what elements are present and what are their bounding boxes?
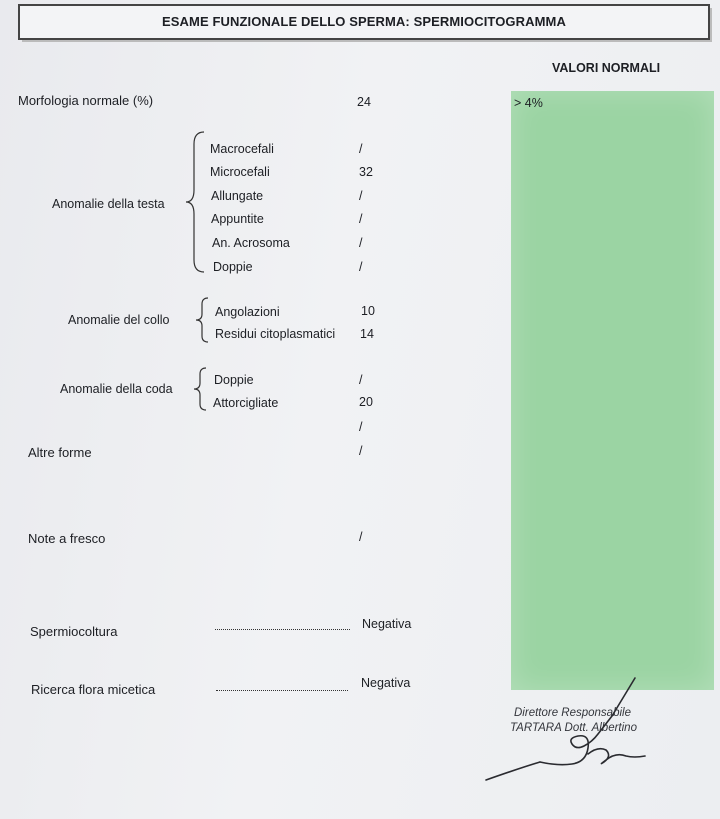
report-title-box	[18, 4, 710, 40]
spermiocoltura-label: Spermiocoltura	[30, 624, 118, 639]
testa-item-label: Doppie	[213, 260, 253, 274]
coda-item-value: 20	[359, 395, 373, 409]
morfologia-label: Morfologia normale (%)	[18, 93, 154, 108]
collo-item-value: 14	[360, 327, 374, 341]
morfologia-normal-value: > 4%	[514, 96, 543, 110]
report-title: ESAME FUNZIONALE DELLO SPERMA: SPERMIOCITOGRAMMA	[162, 14, 566, 29]
spermiocoltura-dots	[215, 629, 350, 630]
altre-forme-value: /	[359, 444, 363, 458]
spermiocoltura-value: Negativa	[362, 617, 412, 631]
note-fresco-value: /	[359, 530, 363, 544]
testa-item-value: /	[359, 189, 363, 203]
coda-item-value: /	[359, 373, 363, 387]
altre-forme-label: Altre forme	[28, 445, 92, 460]
testa-item-label: Allungate	[211, 189, 264, 203]
testa-item-value: /	[359, 236, 363, 250]
testa-item-value: 32	[359, 165, 373, 179]
note-fresco-label: Note a fresco	[28, 531, 106, 546]
flora-label: Ricerca flora micetica	[31, 682, 156, 697]
coda-item-label: Attorcigliate	[213, 396, 279, 410]
testa-item-value: /	[359, 260, 363, 274]
collo-item-label: Residui citoplasmatici	[215, 327, 336, 341]
testa-item-value: /	[359, 212, 363, 226]
coda-label: Anomalie della coda	[60, 382, 173, 396]
handwritten-signature	[480, 676, 650, 786]
testa-item-label: Microcefali	[210, 165, 270, 179]
flora-value: Negativa	[361, 676, 411, 690]
collo-item-label: Angolazioni	[215, 305, 280, 319]
testa-item-label: Macrocefali	[210, 142, 274, 156]
coda-item-label: Doppie	[214, 373, 254, 387]
collo-brace	[194, 296, 210, 346]
testa-item-value: /	[359, 142, 363, 156]
coda-brace	[192, 366, 208, 414]
normal-values-header: VALORI NORMALI	[552, 61, 661, 75]
collo-item-value: 10	[361, 304, 375, 318]
signature-name: TARTARA Dott. Albertino	[510, 722, 637, 734]
collo-label: Anomalie del collo	[68, 313, 170, 327]
testa-label: Anomalie della testa	[52, 197, 165, 211]
morfologia-value: 24	[357, 95, 371, 109]
testa-brace	[184, 130, 206, 275]
signature-title: Direttore Responsabile	[514, 707, 631, 719]
coda-extra-value: /	[359, 420, 363, 434]
normal-values-column	[511, 91, 714, 690]
testa-item-label: Appuntite	[211, 212, 264, 226]
testa-item-label: An. Acrosoma	[212, 236, 290, 250]
flora-dots	[216, 690, 348, 691]
